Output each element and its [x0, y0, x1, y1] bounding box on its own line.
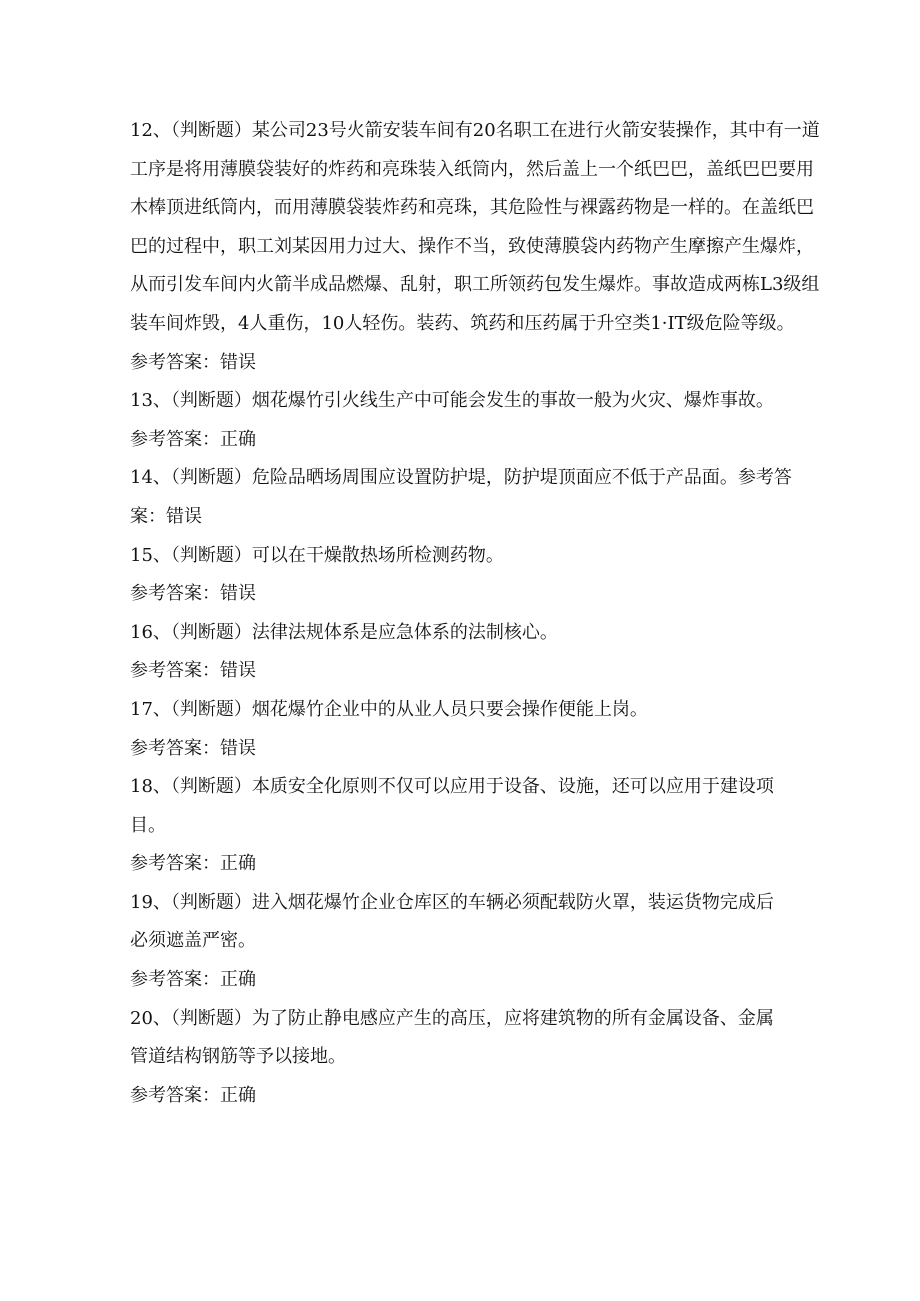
question-19: 19、（判断题）进入烟花爆竹企业仓库区的车辆必须配载防火罩，装运货物完成后必须遮盖严密。: [130, 891, 774, 952]
answer-15: 参考答案：错误: [130, 583, 256, 605]
question-20: 20、（判断题）为了防止静电感应产生的高压，应将建筑物的所有金属设备、金属管道结构钢筋等予以接地。: [130, 1007, 774, 1068]
answer-18: 参考答案：正确: [130, 853, 256, 875]
answer-20: 参考答案：正确: [130, 1084, 256, 1106]
question-14: 14、（判断题）危险品晒场周围应设置防护堤，防护堤顶面应不低于产品面。参考答案：错误: [130, 467, 792, 527]
question-list: [130, 112, 820, 1115]
question-15: 15、（判断题）可以在干燥散热场所检测药物。: [130, 544, 504, 566]
question-16: 16、（判断题）法律法规体系是应急体系的法制核心。: [130, 621, 558, 643]
answer-12: 参考答案：错误: [130, 351, 256, 373]
answer-19: 参考答案：正确: [130, 969, 256, 991]
answer-13: 参考答案：正确: [130, 428, 256, 450]
question-12: 12、（判断题）某公司23号火箭安装车间有20名职工在进行火箭安装操作，其中有一道工序是将用薄膜袋装好的炸药和亮珠装入纸筒内，然后盖上一个纸巴巴，盖纸巴巴要用木棒顶进纸筒内，而用薄膜袋装炸药和亮珠，其危险性与裸露药物是一样的。在盖纸巴巴的过程中，职工刘某因用力过大、操作不当，致使薄膜袋内药物产生摩擦产生爆炸，从而引发车间内火箭半成品燃爆、乱射，职工所领药包发生爆炸。事故造成两栋L3级组装车间炸毁，4人重伤，10人轻伤。装药、筑药和压药属于升空类1·IT级危险等级。: [130, 120, 820, 334]
question-13: 13、（判断题）烟花爆竹引火线生产中可能会发生的事故一般为火灾、爆炸事故。: [130, 390, 774, 412]
answer-16: 参考答案：错误: [130, 660, 256, 682]
question-17: 17、（判断题）烟花爆竹企业中的从业人员只要会操作便能上岗。: [130, 698, 648, 720]
answer-17: 参考答案：错误: [130, 737, 256, 759]
question-18: 18、（判断题）本质安全化原则不仅可以应用于设备、设施，还可以应用于建设项目。: [130, 776, 774, 836]
